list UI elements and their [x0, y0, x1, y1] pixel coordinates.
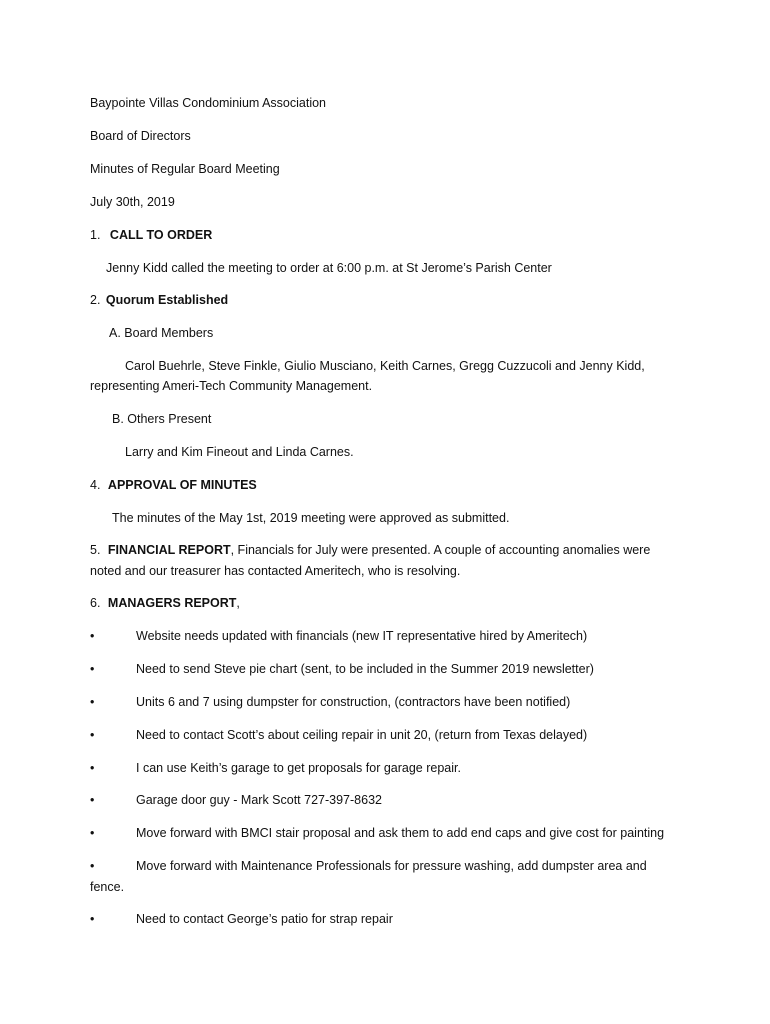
meeting-date: July 30th, 2019 — [90, 195, 175, 209]
bullet-icon: • — [90, 629, 95, 643]
section-number: 6. — [90, 596, 101, 610]
section-number: 2. — [90, 293, 101, 307]
bullet-icon: • — [90, 695, 95, 709]
section-managers-heading — [90, 594, 240, 612]
section-number: 4. — [90, 478, 101, 492]
board-members-label: A. Board Members — [109, 326, 214, 340]
board-members-line-1: Carol Buehrle, Steve Finkle, Giulio Musciano, Keith Carnes, Gregg Cuzzucoli and Jenny Kidd, — [125, 359, 645, 373]
section-call-to-order-heading — [90, 226, 212, 244]
financial-text-line-1: , Financials for July were presented. A couple of accounting anomalies were — [230, 543, 651, 557]
list-item-text: Move forward with Maintenance Professionals for pressure washing, add dumpster area and — [136, 859, 647, 873]
section-number: 5. — [90, 543, 101, 557]
section-financial-line-1 — [90, 541, 650, 559]
section-heading: MANAGERS REPORT — [107, 596, 237, 610]
others-present-text: Larry and Kim Fineout and Linda Carnes. — [125, 445, 354, 459]
heading-suffix: , — [236, 596, 240, 610]
minutes-title: Minutes of Regular Board Meeting — [90, 162, 280, 176]
approval-text: The minutes of the May 1st, 2019 meeting were approved as submitted. — [112, 511, 510, 525]
others-present-label: B. Others Present — [112, 412, 212, 426]
board-name: Board of Directors — [90, 129, 191, 143]
association-name: Baypointe Villas Condominium Association — [90, 96, 327, 110]
list-item-text: I can use Keith’s garage to get proposals for garage repair. — [136, 761, 461, 775]
section-heading: FINANCIAL REPORT — [107, 543, 231, 557]
bullet-icon: • — [90, 662, 95, 676]
section-heading: Quorum Established — [105, 293, 229, 307]
section-heading: CALL TO ORDER — [109, 228, 213, 242]
section-quorum-heading — [90, 291, 228, 309]
list-item-continuation: fence. — [90, 880, 125, 894]
list-item-text: Units 6 and 7 using dumpster for construction, (contractors have been notified) — [136, 695, 571, 709]
financial-text-line-2: noted and our treasurer has contacted Ameritech, who is resolving. — [90, 564, 461, 578]
list-item-text: Need to send Steve pie chart (sent, to be included in the Summer 2019 newsletter) — [136, 662, 594, 676]
call-to-order-text: Jenny Kidd called the meeting to order at 6:00 p.m. at St Jerome’s Parish Center — [106, 261, 552, 275]
list-item-text: Garage door guy - Mark Scott 727-397-8632 — [136, 793, 382, 807]
board-members-line-2: representing Ameri-Tech Community Management. — [90, 379, 373, 393]
bullet-icon: • — [90, 826, 95, 840]
section-number: 1. — [90, 228, 101, 242]
section-heading: APPROVAL OF MINUTES — [107, 478, 257, 492]
bullet-icon: • — [90, 761, 95, 775]
section-approval-heading — [90, 476, 257, 494]
bullet-icon: • — [90, 728, 95, 742]
list-item-text: Website needs updated with financials (new IT representative hired by Ameritech) — [136, 629, 588, 643]
bullet-icon: • — [90, 793, 95, 807]
list-item-text: Need to contact George’s patio for strap repair — [136, 912, 393, 926]
bullet-icon: • — [90, 859, 95, 873]
list-item-text: Move forward with BMCI stair proposal and ask them to add end caps and give cost for painting — [136, 826, 665, 840]
bullet-icon: • — [90, 912, 95, 926]
list-item-text: Need to contact Scott’s about ceiling repair in unit 20, (return from Texas delayed) — [136, 728, 588, 742]
